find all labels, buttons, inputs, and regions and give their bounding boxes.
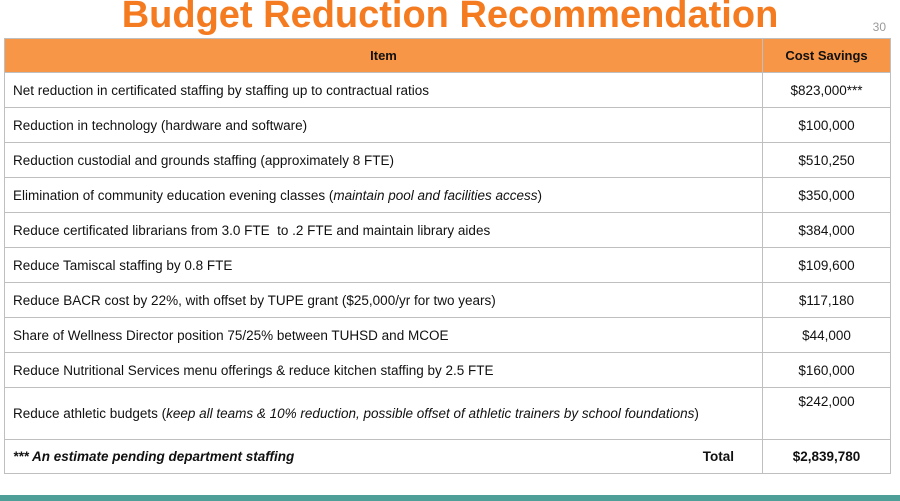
item-text: Reduction in technology (hardware and software) (13, 117, 308, 133)
item-text: Reduce Tamiscal staffing by 0.8 FTE (13, 257, 233, 273)
cost-cell: $242,000 (763, 388, 891, 440)
slide-title: Budget Reduction Recommendation (121, 0, 779, 36)
slide-number: 30 (872, 20, 886, 34)
table-row (5, 178, 891, 213)
item-cell (5, 213, 763, 248)
item-cell (5, 108, 763, 143)
total-label: Total (702, 449, 734, 464)
item-text: Elimination of community education evening classes ( (13, 187, 334, 203)
item-text: Reduce athletic budgets ( (13, 406, 167, 421)
cost-cell: $350,000 (763, 178, 891, 213)
item-text: Reduction custodial and grounds staffing (approximately 8 FTE) (13, 152, 394, 168)
table-header-row (5, 39, 891, 73)
table-row (5, 143, 891, 178)
total-value: $2,839,780 (763, 440, 891, 474)
cost-cell: $384,000 (763, 213, 891, 248)
cost-cell: $100,000 (763, 108, 891, 143)
item-cell (5, 143, 763, 178)
cost-column-header: Cost Savings (763, 39, 891, 73)
table-row (5, 108, 891, 143)
table-row (5, 353, 891, 388)
cost-cell: $510,250 (763, 143, 891, 178)
table-row (5, 73, 891, 108)
item-cell (5, 318, 763, 353)
bottom-accent-band (0, 495, 900, 501)
item-note: maintain pool and facilities access (333, 187, 538, 203)
item-cell (5, 283, 763, 318)
item-cell (5, 73, 763, 108)
cost-cell: $823,000*** (763, 73, 891, 108)
item-text: Reduce Nutritional Services menu offerings & reduce kitchen staffing by 2.5 FTE (13, 362, 494, 378)
item-note: keep all teams & 10% reduction, possible offset of athletic trainers by school foundations (166, 406, 695, 421)
footer-cell (5, 440, 763, 474)
cost-cell: $160,000 (763, 353, 891, 388)
item-cell (5, 178, 763, 213)
footnote-text: *** An estimate pending department staffing (13, 449, 295, 464)
total-row (5, 440, 891, 474)
cost-cell: $117,180 (763, 283, 891, 318)
item-text: Reduce certificated librarians from 3.0 FTE to .2 FTE and maintain library aides (13, 222, 491, 238)
budget-table (4, 38, 891, 474)
table-row (5, 248, 891, 283)
item-text: Reduce BACR cost by 22%, with offset by TUPE grant ($25,000/yr for two years) (13, 292, 496, 308)
table-row (5, 318, 891, 353)
table-row (5, 388, 891, 440)
table-row (5, 213, 891, 248)
item-text: Share of Wellness Director position 75/25% between TUHSD and MCOE (13, 327, 449, 343)
item-cell (5, 353, 763, 388)
item-tail: ) (694, 406, 699, 421)
item-text: Net reduction in certificated staffing by staffing up to contractual ratios (13, 82, 429, 98)
item-cell (5, 248, 763, 283)
item-cell (5, 388, 763, 440)
table-row (5, 283, 891, 318)
cost-cell: $109,600 (763, 248, 891, 283)
cost-cell: $44,000 (763, 318, 891, 353)
item-tail: ) (537, 187, 543, 203)
item-column-header: Item (5, 39, 763, 73)
